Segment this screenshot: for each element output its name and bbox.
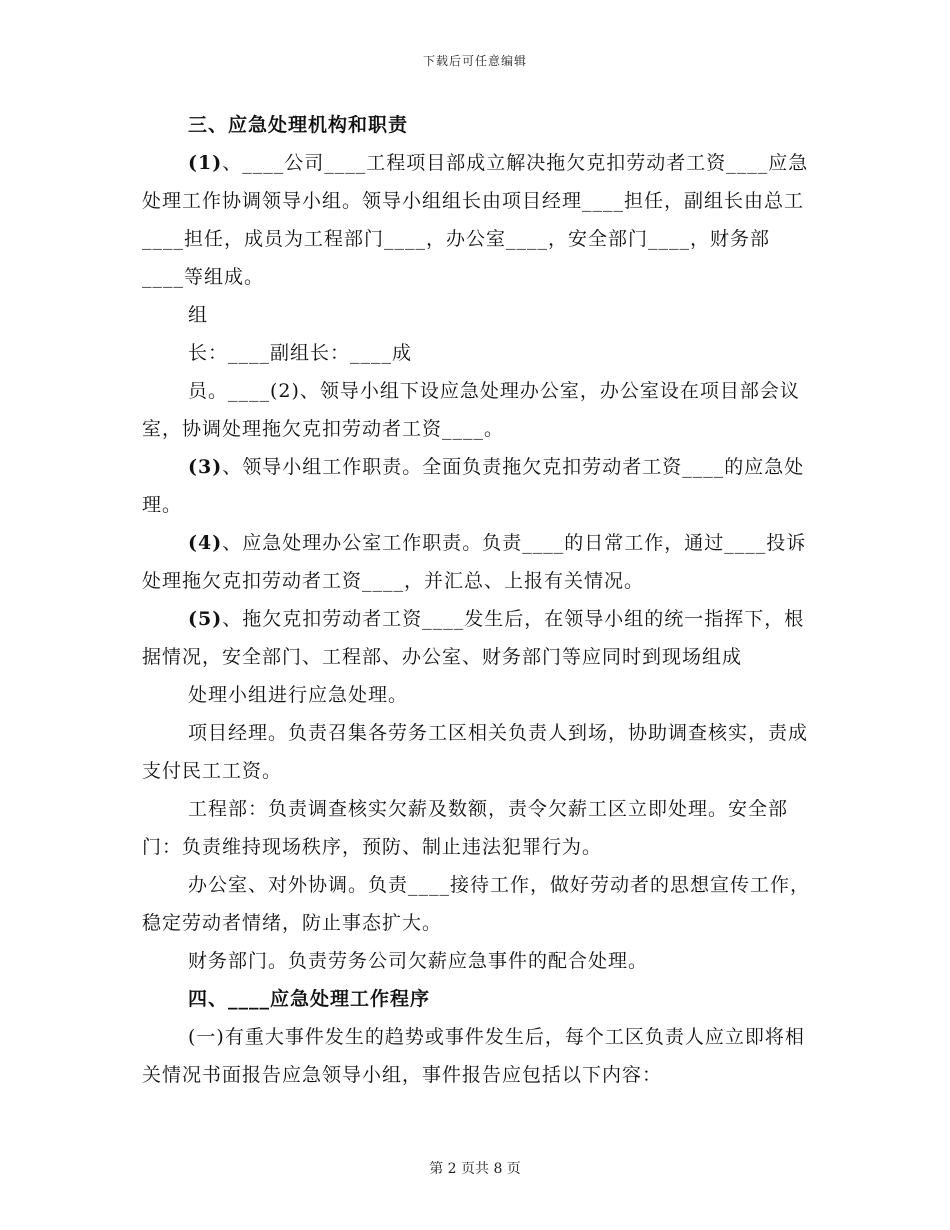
paragraph-1 — [142, 144, 810, 296]
section-heading-4: 四、____应急处理工作程序 — [188, 988, 431, 1010]
paragraph-5 — [142, 600, 810, 676]
paragraph-office: 办公室、对外协调。负责____接待工作，做好劳动者的思想宣传工作，稳定劳动者情绪，防止事态扩大。 — [142, 874, 811, 934]
page-footer: 第 2 页共 8 页 — [429, 1161, 521, 1177]
paragraph-3 — [142, 448, 810, 524]
paragraph-procedure-1: (一)有重大事件发生的趋势或事件发生后，每个工区负责人应立即将相关情况书面报告应急领导小组，事件报告应包括以下内容： — [142, 1026, 805, 1086]
item-number: (5) — [188, 608, 223, 630]
item-number: (4) — [188, 532, 223, 554]
paragraph-text: 、领导小组工作职责。全面负责拖欠克扣劳动者工资____的应急处理。 — [142, 456, 805, 516]
item-number: (1) — [188, 152, 223, 174]
paragraph-finance: 财务部门。负责劳务公司欠薪应急事件的配合处理。 — [188, 950, 649, 972]
paragraph-2: 员。____(2)、领导小组下设应急处理办公室，办公室设在项目部会议室，协调处理拖欠克扣劳动者工资____。 — [142, 380, 800, 440]
paragraph-text: 、____公司____工程项目部成立解决拖欠克扣劳动者工资____应急处理工作协调领导小组。领导小组组长由项目经理____担任，副组长由总工____担任，成员为工程部门____，办公室____，安全部门____，财务部____等组成。 — [142, 152, 809, 288]
section-heading-3: 三、应急处理机构和职责 — [188, 114, 409, 136]
paragraph-project-manager: 项目经理。负责召集各劳务工区相关负责人到场，协助调查核实，责成支付民工工资。 — [142, 722, 809, 782]
paragraph-zu: 组 — [188, 304, 209, 326]
paragraph-engineering: 工程部：负责调查核实欠薪及数额，责令欠薪工区立即处理。安全部门：负责维持现场秩序，预防、制止违法犯罪行为。 — [142, 798, 789, 858]
paragraph-6: 处理小组进行应急处理。 — [188, 684, 409, 706]
paragraph-text: 、应急处理办公室工作职责。负责____的日常工作，通过____投诉处理拖欠克扣劳动者工资____，并汇总、上报有关情况。 — [142, 532, 807, 592]
item-number: (3) — [188, 456, 223, 478]
paragraph-4 — [142, 524, 810, 600]
document-body — [142, 106, 810, 1094]
paragraph-leader-line: 长：____副组长：____成 — [188, 342, 413, 364]
paragraph-text: 、拖欠克扣劳动者工资____发生后，在领导小组的统一指挥下，根据情况，安全部门、工程部、办公室、财务部门等应同时到现场组成 — [142, 608, 805, 668]
page-header: 下载后可任意编辑 — [422, 54, 527, 68]
